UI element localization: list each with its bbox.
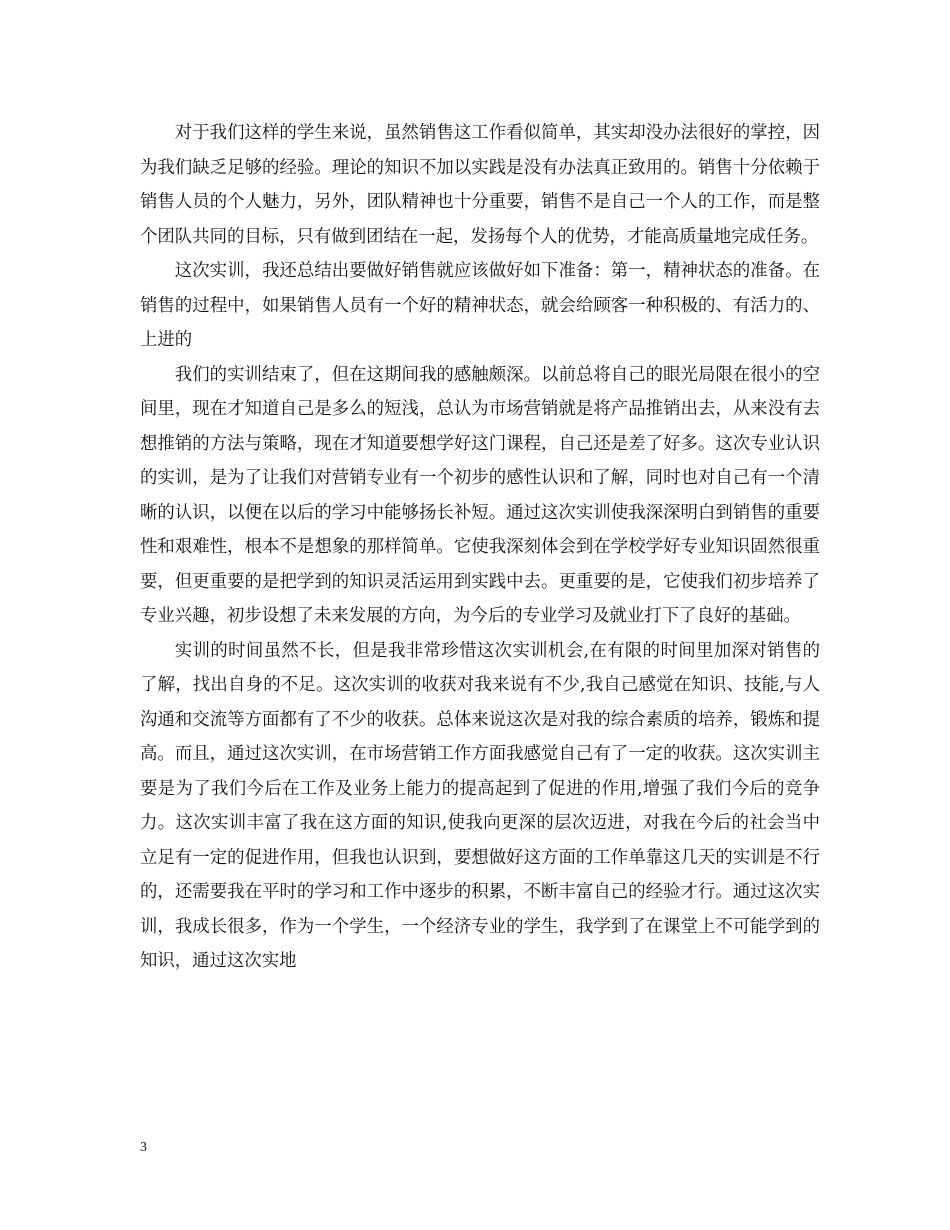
paragraph-1: 对于我们这样的学生来说，虽然销售这工作看似简单，其实却没办法很好的掌控，因为我们缺乏足够的经验。理论的知识不加以实践是没有办法真正致用的。销售十分依赖于销售人员的个人魅力，另外，团队精神也十分重要，销售不是自己一个人的工作，而是整个团队共同的目标，只有做到团结在一起，发扬每个人的优势，才能高质量地完成任务。 <box>140 123 820 247</box>
page-number: 3 <box>140 1140 147 1155</box>
body-text <box>140 116 820 979</box>
paragraph-2: 这次实训，我还总结出要做好销售就应该做好如下准备：第一，精神状态的准备。在销售的过程中，如果销售人员有一个好的精神状态，就会给顾客一种积极的、有活力的、上进的 <box>140 261 820 350</box>
paragraph-3: 我们的实训结束了，但在这期间我的感触颇深。以前总将自己的眼光局限在很小的空间里，现在才知道自己是多么的短浅，总认为市场营销就是将产品推销出去，从来没有去想推销的方法与策略，现在才知道要想学好这门课程，自己还是差了好多。这次专业认识的实训，是为了让我们对营销专业有一个初步的感性认识和了解，同时也对自己有一个清晰的认识，以便在以后的学习中能够扬长补短。通过这次实训使我深深明白到销售的重要性和艰难性，根本不是想象的那样简单。它使我深刻体会到在学校学好专业知识固然很重要，但更重要的是把学到的知识灵活运用到实践中去。更重要的是，它使我们初步培养了专业兴趣，初步设想了未来发展的方向，为今后的专业学习及就业打下了良好的基础。 <box>140 364 820 626</box>
paragraph-4: 实训的时间虽然不长，但是我非常珍惜这次实训机会,在有限的时间里加深对销售的了解，找出自身的不足。这次实训的收获对我来说有不少,我自己感觉在知识、技能,与人沟通和交流等方面都有了不少的收获。总体来说这次是对我的综合素质的培养，锻炼和提高。而且，通过这次实训，在市场营销工作方面我感觉自己有了一定的收获。这次实训主要是为了我们今后在工作及业务上能力的提高起到了促进的作用,增强了我们今后的竞争力。这次实训丰富了我在这方面的知识,使我向更深的层次迈进，对我在今后的社会当中立足有一定的促进作用，但我也认识到，要想做好这方面的工作单靠这几天的实训是不行的，还需要我在平时的学习和工作中逐步的积累，不断丰富自己的经验才行。通过这次实训，我成长很多，作为一个学生，一个经济专业的学生，我学到了在课堂上不可能学到的知识，通过这次实地 <box>140 640 820 971</box>
